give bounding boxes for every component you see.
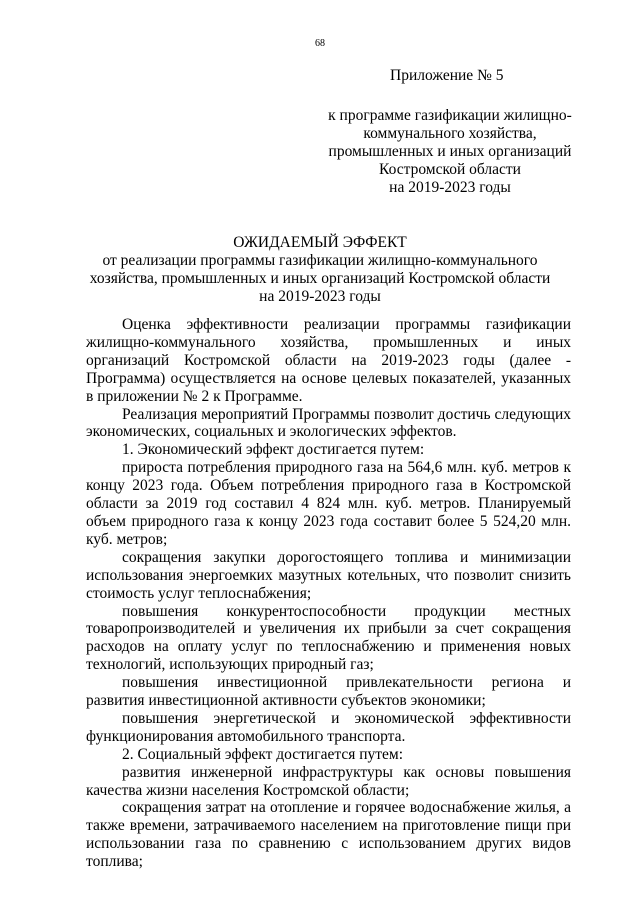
paragraph: сокращения закупки дорогостоящего топлива и минимизации использования энергоемких мазутных котельных, что позволит снизить стоимость услуг теплоснабжения; xyxy=(86,548,571,602)
paragraph: 2. Социальный эффект достигается путем: xyxy=(122,745,404,763)
subtitle-line: от реализации программы газификации жилищно-коммунального xyxy=(102,252,538,269)
paragraph: 1. Экономический эффект достигается путем: xyxy=(122,441,425,459)
appendix-title: Приложение № 5 xyxy=(390,67,504,84)
appendix-description-line: на 2019-2023 годы xyxy=(389,179,511,196)
document-body xyxy=(86,316,571,871)
document-subtitle xyxy=(70,252,570,306)
appendix-description xyxy=(312,107,588,197)
document-title: ОЖИДАЕМЫЙ ЭФФЕКТ xyxy=(233,234,407,251)
paragraph: повышения энергетической и экономической эффективности функционирования автомобильного транспорта. xyxy=(86,709,571,745)
paragraph: сокращения затрат на отопление и горячее водоснабжение жилья, а также времени, затрачиваемого населением на приготовление пищи при использовании газа по сравнению с использованием других видов топлива; xyxy=(86,799,571,871)
paragraph: повышения конкурентоспособности продукции местных товаропроизводителей и увеличения их прибыли за счет сокращения расходов на оплату услуг по теплоснабжению и применения новых технологий, использующих природный газ; xyxy=(86,602,571,674)
paragraph: Реализация мероприятий Программы позволит достичь следующих экономических, социальных и экологических эффектов. xyxy=(86,405,571,441)
paragraph: развития инженерной инфраструктуры как основы повышения качества жизни населения Костромской области; xyxy=(86,763,571,799)
paragraph: повышения инвестиционной привлекательности региона и развития инвестиционной активности субъектов экономики; xyxy=(86,674,571,710)
appendix-description-line: промышленных и иных организаций xyxy=(328,143,572,160)
subtitle-line: хозяйства, промышленных и иных организаций Костромской области xyxy=(89,270,551,287)
appendix-description-line: Костромской области xyxy=(379,161,521,178)
appendix-description-line: коммунального хозяйства, xyxy=(363,125,537,142)
subtitle-line: на 2019-2023 годы xyxy=(259,288,381,305)
page-number: 68 xyxy=(315,38,325,49)
appendix-description-line: к программе газификации жилищно- xyxy=(328,107,572,124)
paragraph: прироста потребления природного газа на 564,6 млн. куб. метров к концу 2023 года. Объем потребления природного газа в Костромской области за 2019 год составил 4 824 млн. куб. метров. Планируемый объем природного газа к концу 2023 года составит более 5 524,20 млн. куб. метров; xyxy=(86,459,571,548)
paragraph: Оценка эффективности реализации программы газификации жилищно-коммунального хозяйства, промышленных и иных организаций Костромской области на 2019-2023 годы (далее - Программа) осуществляется на основе целевых показателей, указанных в приложении № 2 к Программе. xyxy=(86,316,571,405)
